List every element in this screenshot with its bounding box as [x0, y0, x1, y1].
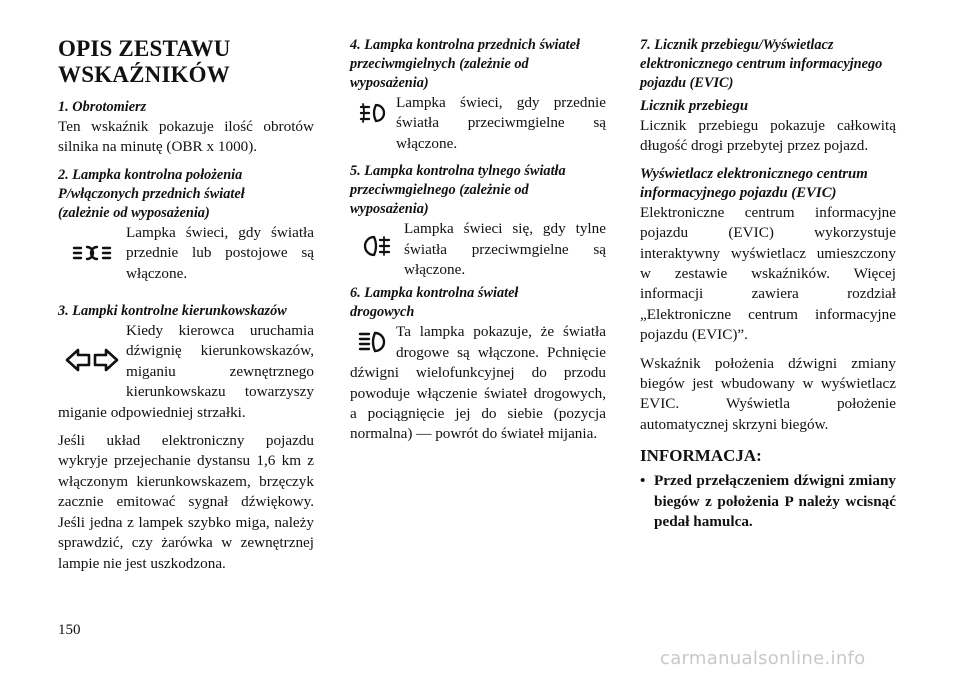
rear-fog-light-icon: [350, 219, 404, 273]
section-tachometer: [58, 98, 314, 158]
subheading-odometer: Licznik przebiegu: [640, 98, 749, 114]
section-rear-fog: [350, 162, 606, 280]
parking-lights-icon: [58, 223, 126, 284]
bullet-text: Przed przełączeniem dźwigni zmiany biegów z położenia P należy wcisnąć pedał hamulca.: [654, 472, 896, 531]
section-heading: 6. Lampka kontrolna świateł drogowych: [350, 285, 519, 321]
front-fog-light-icon: [350, 93, 396, 133]
section-text: Lampka świeci, gdy światła przednie lub postojowe są włączone.: [126, 223, 314, 282]
page-title: [58, 36, 314, 88]
section-odometer-evic: [640, 36, 896, 435]
section-heading: 5. Lampka kontrolna tylnego światła przeciwmgielnego (zależnie od wyposażenia): [350, 163, 566, 218]
high-beam-icon: [350, 322, 396, 362]
subheading-evic: Wyświetlacz elektronicznego centrum informacyjnego pojazdu (EVIC): [640, 165, 868, 201]
section-text: Kiedy kierowca uruchamia dźwignię kierunkowskazów, miganiu zewnętrznego kierunkowskazu towarzyszy miganie odpowiedniej strzałki.: [58, 322, 314, 421]
column-3: [640, 36, 896, 533]
section-text-2: Elektroniczne centrum informacyjne pojazdu (EVIC) wykorzystuje interaktywny wyświetlacz umieszczony w zestawie wskaźników. Więcej informacji zawiera rozdział „Elektroniczne centrum informacyjne pojazdu (EVIC)”.: [640, 203, 896, 344]
section-heading: 3. Lampki kontrolne kierunkowskazów: [58, 303, 287, 320]
section-heading: 4. Lampka kontrolna przednich świateł przeciwmgielnych (zależnie od wyposażenia): [350, 37, 580, 91]
section-text: Licznik przebiegu pokazuje całkowitą długość drogi przebytej przez pojazd.: [640, 117, 896, 155]
section-text: Ten wskaźnik pokazuje ilość obrotów silnika na minutę (OBR x 1000).: [58, 118, 314, 156]
page-title-line-2: WSKAŹNIKÓW: [58, 62, 230, 87]
section-text-3: Wskaźnik położenia dźwigni zmiany biegów jest wbudowany w wyświetlacz EVIC. Wyświetla położenie automatycznej skrzyni biegów.: [640, 354, 896, 433]
column-2: [350, 36, 606, 445]
page-number: 150: [58, 622, 81, 638]
column-1: [58, 36, 314, 574]
info-bullet: [640, 471, 896, 532]
section-turn-signals: [58, 302, 314, 574]
section-high-beam: [350, 284, 606, 444]
section-parking-lights: [58, 166, 314, 284]
turn-signal-arrows-icon: [58, 321, 126, 399]
info-heading: INFORMACJA:: [640, 446, 762, 466]
watermark: carmanualsonline.info: [660, 648, 866, 669]
section-front-fog: [350, 36, 606, 154]
section-heading: 7. Licznik przebiegu/Wyświetlacz elektronicznego centrum informacyjnego pojazdu (EVIC): [640, 37, 883, 91]
section-heading: 1. Obrotomierz: [58, 99, 147, 115]
section-text: Ta lampka pokazuje, że światła drogowe są włączone. Pchnięcie dźwigni wielofunkcyjnej do przodu powoduje włączenie świateł drogowych, a pociągnięcie jej do siebie (pozycja normalna) — powrót do świateł mijania.: [350, 323, 606, 443]
section-heading: 2. Lampka kontrolna położenia P/włączonych przednich świateł (zależnie od wyposażenia): [58, 166, 245, 221]
section-text: Lampka świeci się, gdy tylne światła przeciwmgielne są włączone.: [404, 220, 606, 279]
section-text: Lampka świeci, gdy przednie światła przeciwmgielne są włączone.: [396, 94, 606, 152]
section-text-2: Jeśli układ elektroniczny pojazdu wykryje przejechanie dystansu 1,6 km z włączonym kierunkowskazem, brzęczyk zacznie emitować sygnał dźwiękowy. Jeśli jedna z lampek szybko miga, należy sprawdzić, czy żarówka w zewnętrznej lampie nie jest uszkodzona.: [58, 432, 314, 572]
page-title-line-1: OPIS ZESTAWU: [58, 36, 231, 61]
bullet-marker: •: [640, 472, 646, 490]
